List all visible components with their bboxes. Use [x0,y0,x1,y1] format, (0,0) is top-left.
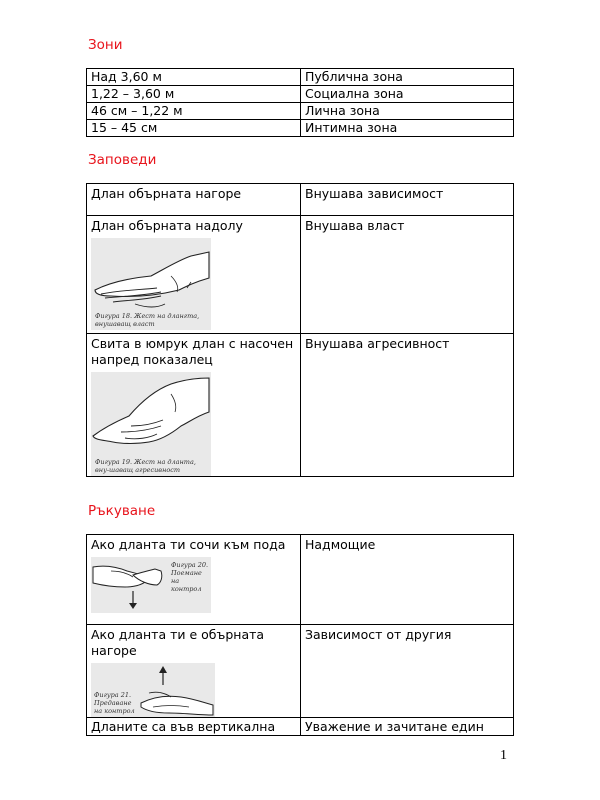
table-row [87,103,514,120]
zones-table [86,68,514,137]
meaning-cell: Надмощие [301,535,514,625]
pointing-finger-figure [91,372,211,476]
zone-distance: 46 см – 1,22 м [87,103,301,120]
zone-distance: Над 3,60 м [87,69,301,86]
handshake-table [86,534,514,736]
figure-caption: Фигура 20. Поемане на контрол [171,561,209,593]
figure-caption: Фигура 19. Жест на дланта, вну-шаващ агресивност [95,458,196,474]
palm-down-figure [91,238,211,330]
zone-name: Публична зона [301,69,514,86]
table-row [87,184,514,216]
zone-distance: 1,22 – 3,60 м [87,86,301,103]
table-row [87,69,514,86]
table-row [87,718,514,736]
gesture-cell [87,334,301,477]
commands-heading: Заповеди [88,152,157,168]
figure-caption: Фигура 21. Предаване на контрол [94,691,135,715]
meaning-cell: Уважение и зачитане един [301,718,514,736]
zones-heading: Зони [88,37,123,53]
table-row [87,120,514,137]
page-number: 1 [500,748,507,763]
palm-up-handshake-figure [91,663,215,717]
meaning-cell: Внушава агресивност [301,334,514,477]
table-row [87,334,514,477]
zone-name: Интимна зона [301,120,514,137]
zone-name: Лична зона [301,103,514,120]
gesture-cell [87,216,301,334]
zone-distance: 15 – 45 см [87,120,301,137]
meaning-cell: Зависимост от другия [301,625,514,718]
figure-caption: Фигура 18. Жест на длангта, внушаващ власт [95,312,200,328]
meaning-cell: Внушава зависимост [301,184,514,216]
gesture-cell [87,625,301,718]
table-row [87,86,514,103]
handshake-heading: Ръкуване [88,503,156,519]
gesture-cell: Длан обърната нагоре [87,184,301,216]
gesture-cell [87,535,301,625]
commands-table [86,183,514,477]
gesture-label: Длан обърната надолу [91,218,243,233]
gesture-label: Ако дланта ти е обърната нагоре [91,627,265,658]
zone-name: Социална зона [301,86,514,103]
table-row [87,535,514,625]
gesture-label: Ако дланта ти сочи към пода [91,537,286,552]
table-row [87,625,514,718]
meaning-cell: Внушава власт [301,216,514,334]
table-row [87,216,514,334]
gesture-label: Свита в юмрук длан с насочен напред показалец [91,336,294,367]
gesture-cell: Дланите са във вертикална [87,718,301,736]
palm-down-handshake-figure [91,557,211,613]
